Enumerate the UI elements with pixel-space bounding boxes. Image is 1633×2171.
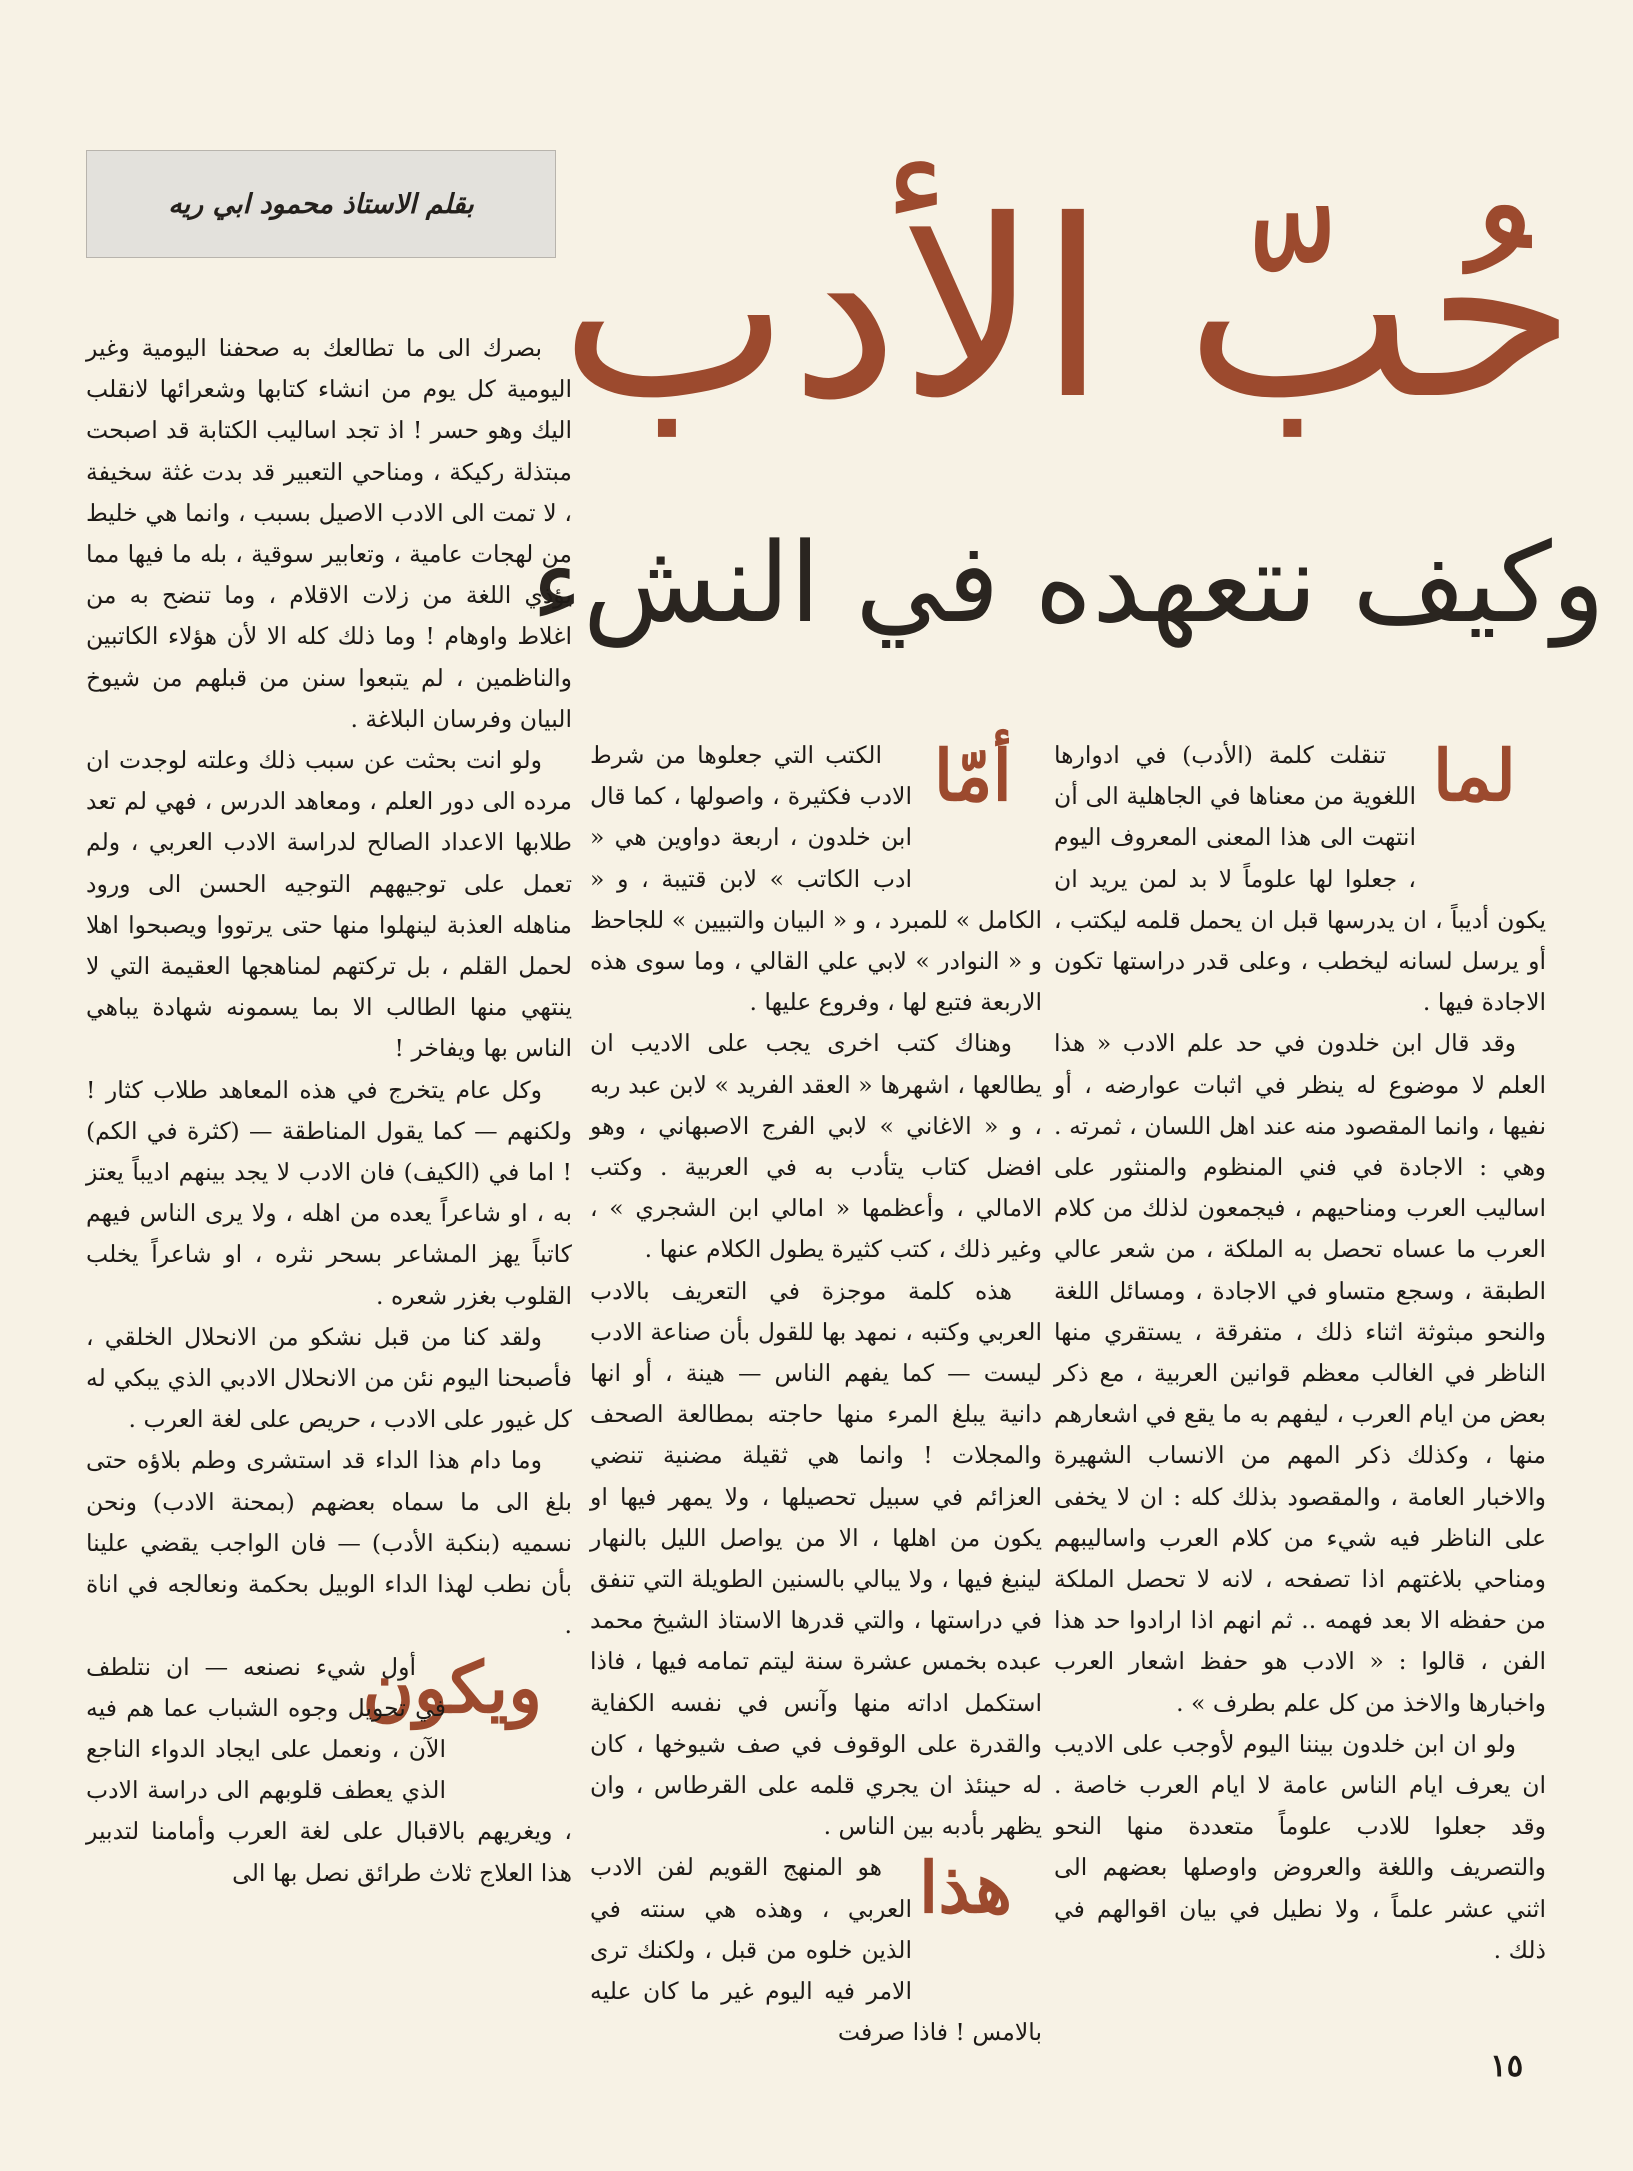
paragraph: وقد قال ابن خلدون في حد علم الادب « هذا العلم لا موضوع له ينظر في اثبات عوارضه ، أو نفيها ، وانما المقصود منه عند اهل اللسان ، ثمرته . وهي : الاجادة في فني المنظوم والمنثور على اساليب العرب ومناحيهم ، فيجمعون لذلك من كلام العرب ما عساه تحصل به الملكة ، من شعر عالي الطبقة ، وسجع متساو في الاجادة ، ومسائل اللغة والنحو مبثوثة اثناء ذلك ، متفرقة ، يستقري منها الناظر في الغالب معظم قوانين العربية ، مع ذكر بعض من ايام العرب ، ليفهم به ما يقع في اشعارهم منها ، وكذلك ذكر المهم من الانساب الشهيرة والاخبار العامة ، والمقصود بذلك كله : ان لا يخفى على الناظر فيه شيء من كلام العرب واساليبهم ومناحي بلاغتهم اذا تصفحه ، لانه لا تحصل الملكة من حفظه الا بعد فهمه .. ثم انهم اذا ارادوا حد هذا الفن ، قالوا : « الادب هو حفظ اشعار العرب واخبارها والاخذ من كل علم بطرف » . (1054, 1029, 1546, 1717)
column-middle (590, 734, 1042, 2047)
column-left (86, 328, 572, 2028)
page-number: ١٥ (1490, 2048, 1524, 2084)
paragraph: بصرك الى ما تطالعك به صحفنا اليومية وغير اليومية كل يوم من انشاء كتابها وشعرائها لانقلب اليك وهو حسر ! اذ تجد اساليب الكتابة قد اصبحت مبتذلة ركيكة ، ومناحي التعبير قد بدت غثة سخيفة ، لا تمت الى الادب الاصيل بسبب ، وانما هي خليط من لهجات عامية ، وتعابير سوقية ، بله ما فيها مما يؤذي اللغة من زلات الاقلام ، وما تنضح به من اغلاط واوهام ! وما ذلك كله الا لأن هؤلاء الكاتبين والناظمين ، لم يتبعوا سنن من قبلهم من شيوخ البيان وفرسان البلاغة . (86, 334, 572, 733)
paragraph: وهناك كتب اخرى يجب على الاديب ان يطالعها ، اشهرها « العقد الفريد » لابن عبد ربه ، و « الاغاني » لابي الفرج الاصبهاني ، وهو افضل كتاب يتأدب به في العربية . وكتب الامالي ، وأعظمها « امالي ابن الشجري » ، وغير ذلك ، كتب كثيرة يطول الكلام عنها . (590, 1029, 1042, 1264)
paragraph: هو المنهج القويم لفن الادب العربي ، وهذه هي سنته في الذين خلوه من قبل ، ولكنك ترى الامر فيه اليوم غير ما كان عليه بالامس ! فاذا صرفت (590, 1853, 1042, 2047)
byline-box (86, 150, 556, 258)
paragraph: أول شيء نصنعه — ان نتلطف في تحويل وجوه الشباب عما هم فيه الآن ، ونعمل على ايجاد الدواء الناجع الذي يعطف قلوبهم الى دراسة الادب ، ويغريهم بالاقبال على لغة العرب وأمامنا لتدبير هذا العلاج ثلاث طرائق نصل بها الى (86, 1652, 572, 1887)
paragraph: تنقلت كلمة (الأدب) في ادوارها اللغوية من معناها في الجاهلية الى أن انتهت الى هذا المعنى المعروف اليوم ، جعلوا لها علوماً لا بد لمن يريد ان يكون أديباً ، ان يدرسها قبل ان يحمل قلمه ليكتب ، أو يرسل لسانه ليخطب ، وعلى قدر دراستها تكون الاجادة فيها . (1054, 741, 1546, 1017)
drop-cap-amma: أمّا (933, 734, 1012, 817)
byline: بقلم الاستاذ محمود ابي ريه (168, 188, 474, 220)
column-right (1054, 735, 1546, 2025)
drop-cap-wayakun: ويكون (362, 1645, 542, 1729)
title-main: حُبّ الأدب (559, 167, 1577, 453)
paragraph: ولو انت بحثت عن سبب ذلك وعلته لوجدت ان مرده الى دور العلم ، ومعاهد الدرس ، فهي لم تعد طلابها الاعداد الصالح لدراسة الادب العربي ، ولم تعمل على توجيههم التوجيه الحسن الى ورود مناهله العذبة لينهلوا منها حتى يرتووا ويصبحوا اهلا لحمل القلم ، بل تركتهم لمناهجها العقيمة التي لا ينتهي منها الطالب الا بما يسمونه شهادة يباهي الناس بها ويفاخر ! (86, 746, 572, 1063)
article-title (531, 150, 1605, 670)
paragraph: ولو ان ابن خلدون بيننا اليوم لأوجب على الاديب ان يعرف ايام الناس عامة لا ايام العرب خاصة . وقد جعلوا للادب علوماً متعددة منها النحو والتصريف واللغة والعروض واوصلها بعضهم الى اثني عشر علماً ، ولا نطيل في بيان اقوالهم في ذلك . (1054, 1729, 1546, 1964)
drop-cap-lamma: لما (1432, 734, 1516, 817)
drop-cap-hatha: هذا (918, 1846, 1012, 1930)
paragraph: هذه كلمة موجزة في التعريف بالادب العربي وكتبه ، نمهد بها للقول بأن صناعة الادب ليست — كما يفهم الناس — هينة ، أو انها دانية يبلغ المرء منها حاجته بمطالعة الصحف والمجلات ! وانما هي ثقيلة مضنية تنضي العزائم في سبيل تحصيلها ، ولا يمهر فيها او يكون من اهلها ، الا من يواصل الليل بالنهار لينبغ فيها ، ولا يبالي بالسنين الطويلة التي تنفق في دراستها ، والتي قدرها الاستاذ الشيخ محمد عبده بخمس عشرة سنة ليتم تمامه فيها ، فاذا استكمل اداته منها وآنس في نفسه الكفاية والقدرة على الوقوف في صف شيوخها ، كان له حينئذ ان يجري قلمه على القرطاس ، وان يظهر بأدبه بين الناس . (590, 1276, 1042, 1841)
title-sub: وكيف نتعهده في النشء (531, 518, 1605, 647)
paragraph: الكتب التي جعلوها من شرط الادب فكثيرة ، واصولها ، كما قال ابن خلدون ، اربعة دواوين هي « ادب الكاتب » لابن قتيبة ، و « الكامل » للمبرد ، و « البيان والتبيين » للجاحظ و « النوادر » لابي علي القالي ، وما سوى هذه الاربعة فتبع لها ، وفروع عليها . (590, 741, 1042, 1017)
paragraph: وما دام هذا الداء قد استشرى وطم بلاؤه حتى بلغ الى ما سماه بعضهم (بمحنة الادب) ونحن نسميه (بنكبة الأدب) — فان الواجب يقضي علينا بأن نطب لهذا الداء الوبيل بحكمة ونعالجه في اناة . (86, 1446, 572, 1640)
paragraph: وكل عام يتخرج في هذه المعاهد طلاب كثار ! ولكنهم — كما يقول المناطقة — (كثرة في الكم) ! اما في (الكيف) فان الادب لا يجد بينهم اديباً يعتز به ، او شاعراً يعده من اهله ، ولا يرى الناس فيهم كاتباً يهز المشاعر بسحر نثره ، او شاعراً يخلب القلوب بغزر شعره . (86, 1075, 572, 1310)
paragraph: ولقد كنا من قبل نشكو من الانحلال الخلقي ، فأصبحنا اليوم نئن من الانحلال الادبي الذي يبكي له كل غيور على الادب ، حريص على لغة العرب . (86, 1322, 572, 1434)
